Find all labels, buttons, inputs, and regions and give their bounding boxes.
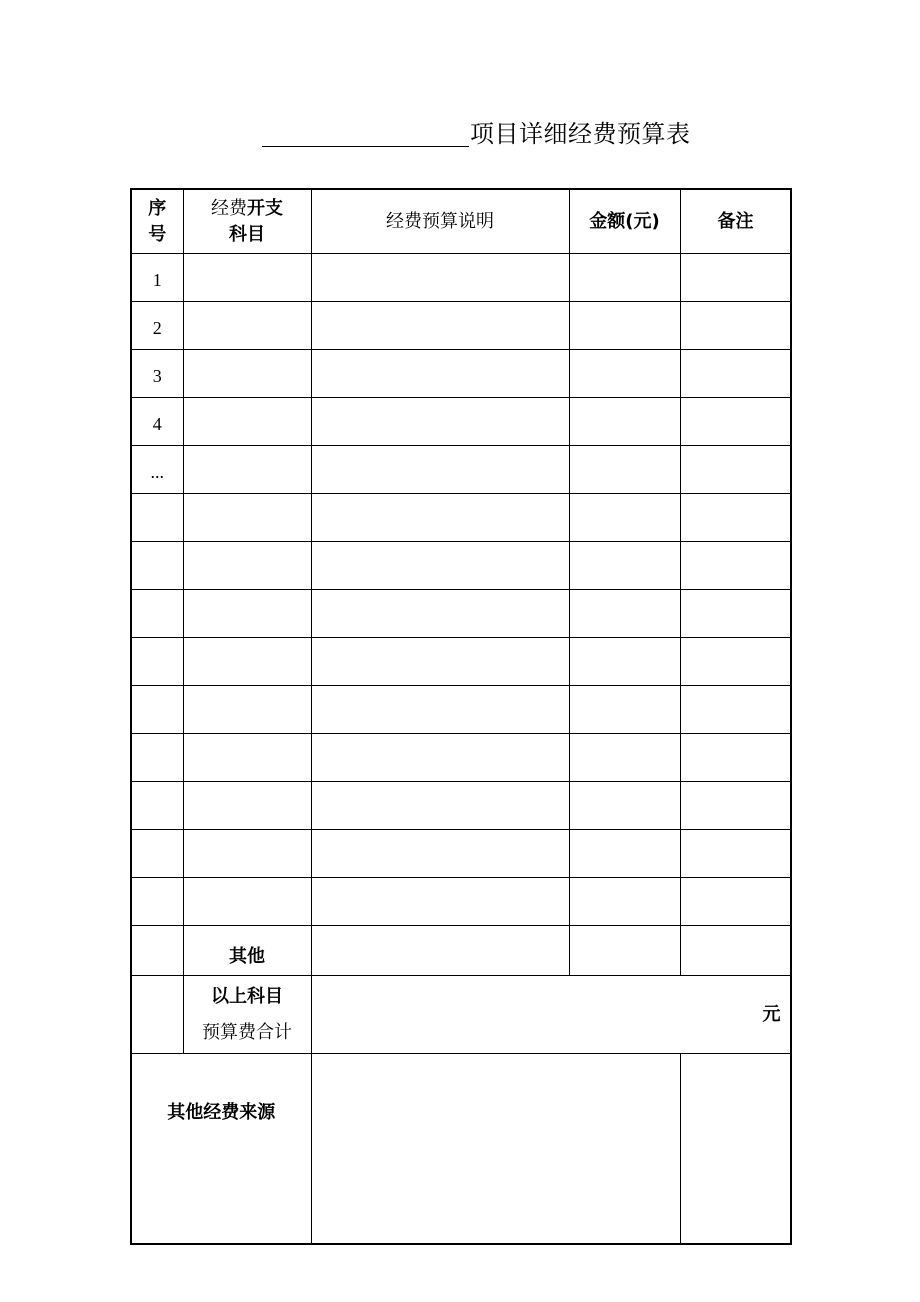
row-description-cell[interactable] [311,590,569,638]
table-row [131,350,791,398]
row-remarks-cell[interactable] [680,398,791,446]
row-seq [131,638,183,686]
row-description-cell[interactable] [311,542,569,590]
row-remarks-cell[interactable] [680,590,791,638]
row-subject-cell[interactable] [183,878,311,926]
total-seq-cell [131,976,183,1054]
row-seq [131,494,183,542]
row-seq [131,878,183,926]
total-unit: 元 [762,1003,781,1025]
row-amount-cell[interactable] [569,686,680,734]
table-row [131,398,791,446]
row-subject-cell[interactable] [183,734,311,782]
row-subject-cell[interactable] [183,446,311,494]
header-subject-part1: 经费 [211,197,247,219]
total-label-line1: 以上科目 [211,985,283,1007]
source-label: 其他经费来源 [131,1054,311,1245]
source-content-cell[interactable] [311,1054,680,1245]
header-seq [131,189,183,254]
other-remarks-cell[interactable] [680,926,791,976]
row-remarks-cell[interactable] [680,254,791,302]
other-description-cell[interactable] [311,926,569,976]
row-remarks-cell[interactable] [680,494,791,542]
row-remarks-cell[interactable] [680,878,791,926]
table-row [131,302,791,350]
header-subject-part2: 开支 [247,197,283,219]
row-seq [131,686,183,734]
table-row [131,494,791,542]
row-seq [131,734,183,782]
row-subject-cell[interactable] [183,542,311,590]
table-row [131,686,791,734]
row-remarks-cell[interactable] [680,782,791,830]
row-amount-cell[interactable] [569,398,680,446]
row-amount-cell[interactable] [569,542,680,590]
row-amount-cell[interactable] [569,302,680,350]
row-description-cell[interactable] [311,350,569,398]
table-row [131,446,791,494]
row-amount-cell[interactable] [569,350,680,398]
row-description-cell[interactable] [311,446,569,494]
row-subject-cell[interactable] [183,830,311,878]
title-block [262,112,732,152]
total-label-line2: 预算费合计 [202,1021,292,1043]
source-row [131,1054,791,1245]
header-subject [183,189,311,254]
row-amount-cell[interactable] [569,878,680,926]
row-remarks-cell[interactable] [680,830,791,878]
row-description-cell[interactable] [311,398,569,446]
row-seq: 4 [131,398,183,446]
table-row [131,542,791,590]
row-seq [131,830,183,878]
header-description: 经费预算说明 [311,189,569,254]
table-row [131,254,791,302]
row-amount-cell[interactable] [569,254,680,302]
row-subject-cell[interactable] [183,398,311,446]
row-subject-cell[interactable] [183,494,311,542]
row-subject-cell[interactable] [183,590,311,638]
row-remarks-cell[interactable] [680,350,791,398]
row-amount-cell[interactable] [569,782,680,830]
table-row [131,782,791,830]
row-description-cell[interactable] [311,686,569,734]
row-remarks-cell[interactable] [680,686,791,734]
row-description-cell[interactable] [311,302,569,350]
row-remarks-cell[interactable] [680,638,791,686]
row-description-cell[interactable] [311,878,569,926]
row-seq: ... [131,446,183,494]
header-seq-line1: 序 [148,197,167,219]
row-description-cell[interactable] [311,638,569,686]
row-subject-cell[interactable] [183,302,311,350]
row-seq [131,590,183,638]
row-seq [131,782,183,830]
row-subject-cell[interactable] [183,638,311,686]
header-amount: 金额(元) [569,189,680,254]
header-remarks: 备注 [680,189,791,254]
other-seq-cell[interactable] [131,926,183,976]
project-name-blank[interactable] [262,146,469,147]
other-label: 其他 [183,926,311,976]
page-title: 项目详细经费预算表 [470,120,691,148]
row-remarks-cell[interactable] [680,734,791,782]
total-label [183,976,311,1054]
row-description-cell[interactable] [311,734,569,782]
row-amount-cell[interactable] [569,446,680,494]
row-description-cell[interactable] [311,782,569,830]
row-description-cell[interactable] [311,494,569,542]
header-seq-line2: 号 [148,223,167,245]
other-row [131,926,791,976]
rows-body [131,254,791,926]
row-seq [131,542,183,590]
row-subject-cell[interactable] [183,686,311,734]
budget-table [130,188,792,1245]
table-row [131,830,791,878]
row-subject-cell[interactable] [183,782,311,830]
total-row [131,976,791,1054]
table-row [131,590,791,638]
row-amount-cell[interactable] [569,638,680,686]
row-remarks-cell[interactable] [680,446,791,494]
row-amount-cell[interactable] [569,590,680,638]
row-amount-cell[interactable] [569,494,680,542]
row-subject-cell[interactable] [183,254,311,302]
row-description-cell[interactable] [311,830,569,878]
header-row [131,189,791,254]
source-remarks-cell[interactable] [680,1054,791,1245]
total-amount-cell[interactable] [311,976,791,1054]
table-row [131,734,791,782]
row-remarks-cell[interactable] [680,302,791,350]
header-subject-line2: 科目 [229,223,265,245]
row-remarks-cell[interactable] [680,542,791,590]
row-seq: 3 [131,350,183,398]
table-row [131,878,791,926]
other-amount-cell[interactable] [569,926,680,976]
row-seq: 1 [131,254,183,302]
row-description-cell[interactable] [311,254,569,302]
row-amount-cell[interactable] [569,830,680,878]
row-seq: 2 [131,302,183,350]
row-subject-cell[interactable] [183,350,311,398]
table-row [131,638,791,686]
row-amount-cell[interactable] [569,734,680,782]
